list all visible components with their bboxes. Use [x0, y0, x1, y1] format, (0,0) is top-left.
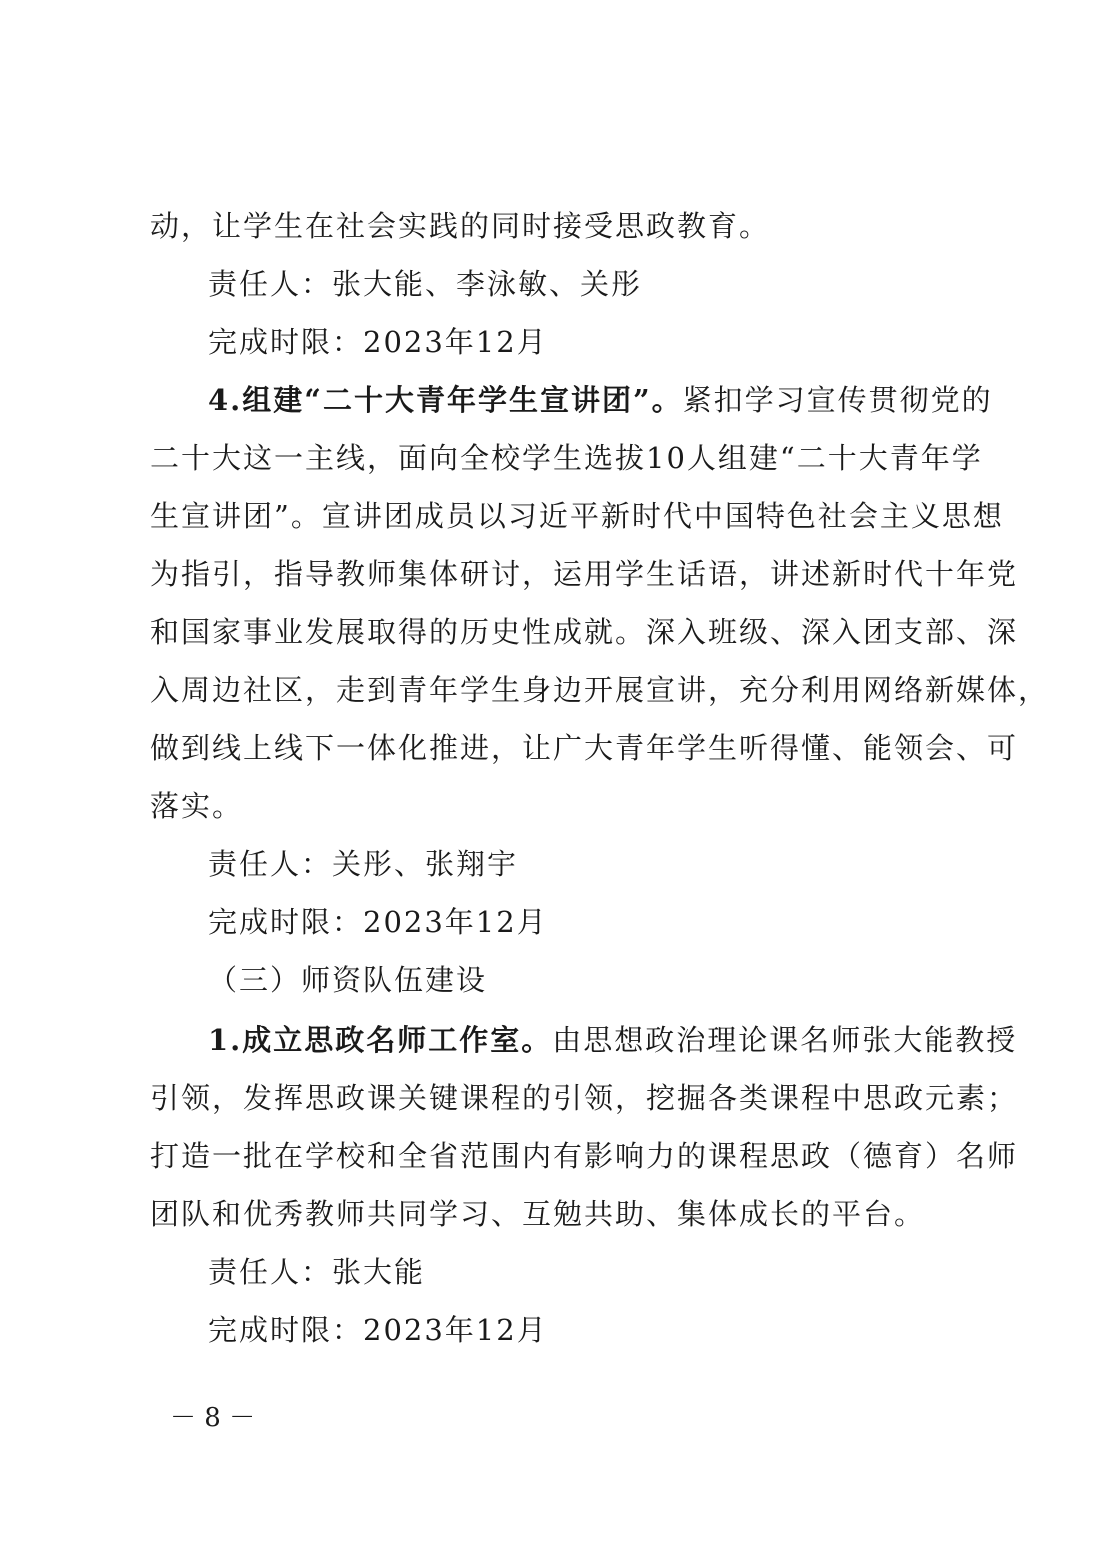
- paragraph-text: 紧扣学习宣传贯彻党的: [682, 383, 993, 417]
- responsible-person: 责任人：张大能、李泳敏、关彤: [208, 267, 643, 301]
- paragraph-line: 生宣讲团”。宣讲团成员以习近平新时代中国特色社会主义思想: [150, 499, 1004, 533]
- item-heading: 4.组建“二十大青年学生宣讲团”。: [208, 383, 683, 417]
- section-heading: （三）师资队伍建设: [208, 963, 488, 997]
- paragraph-line: 团队和优秀教师共同学习、互勉共助、集体成长的平台。: [150, 1197, 926, 1231]
- paragraph-line: 和国家事业发展取得的历史性成就。深入班级、深入团支部、深: [150, 615, 1019, 649]
- paragraph-line: 动，让学生在社会实践的同时接受思政教育。: [150, 209, 771, 243]
- paragraph-line: 入周边社区，走到青年学生身边开展宣讲，充分利用网络新媒体，: [150, 673, 1050, 707]
- paragraph-line: 做到线上线下一体化推进，让广大青年学生听得懂、能领会、可: [150, 731, 1019, 765]
- deadline: 完成时限：2023年12月: [208, 325, 548, 359]
- deadline: 完成时限：2023年12月: [208, 905, 548, 939]
- responsible-person: 责任人：张大能: [208, 1255, 426, 1289]
- deadline: 完成时限：2023年12月: [208, 1313, 548, 1347]
- page-number: － 8 －: [170, 1403, 256, 1433]
- paragraph-text: 由思想政治理论课名师张大能教授: [552, 1023, 1018, 1057]
- responsible-person: 责任人：关彤、张翔宇: [208, 847, 519, 881]
- item-heading-line: [208, 1020, 1018, 1060]
- paragraph-line: 二十大这一主线，面向全校学生选拔10人组建“二十大青年学: [150, 441, 983, 475]
- paragraph-line: 为指引，指导教师集体研讨，运用学生话语，讲述新时代十年党: [150, 557, 1019, 591]
- paragraph-line: 引领，发挥思政课关键课程的引领，挖掘各类课程中思政元素；: [150, 1081, 1019, 1115]
- paragraph-line: 打造一批在学校和全省范围内有影响力的课程思政（德育）名师: [150, 1139, 1019, 1173]
- paragraph-line: 落实。: [150, 789, 244, 823]
- item-heading: 1.成立思政名师工作室。: [208, 1023, 553, 1057]
- item-heading-line: [208, 380, 993, 420]
